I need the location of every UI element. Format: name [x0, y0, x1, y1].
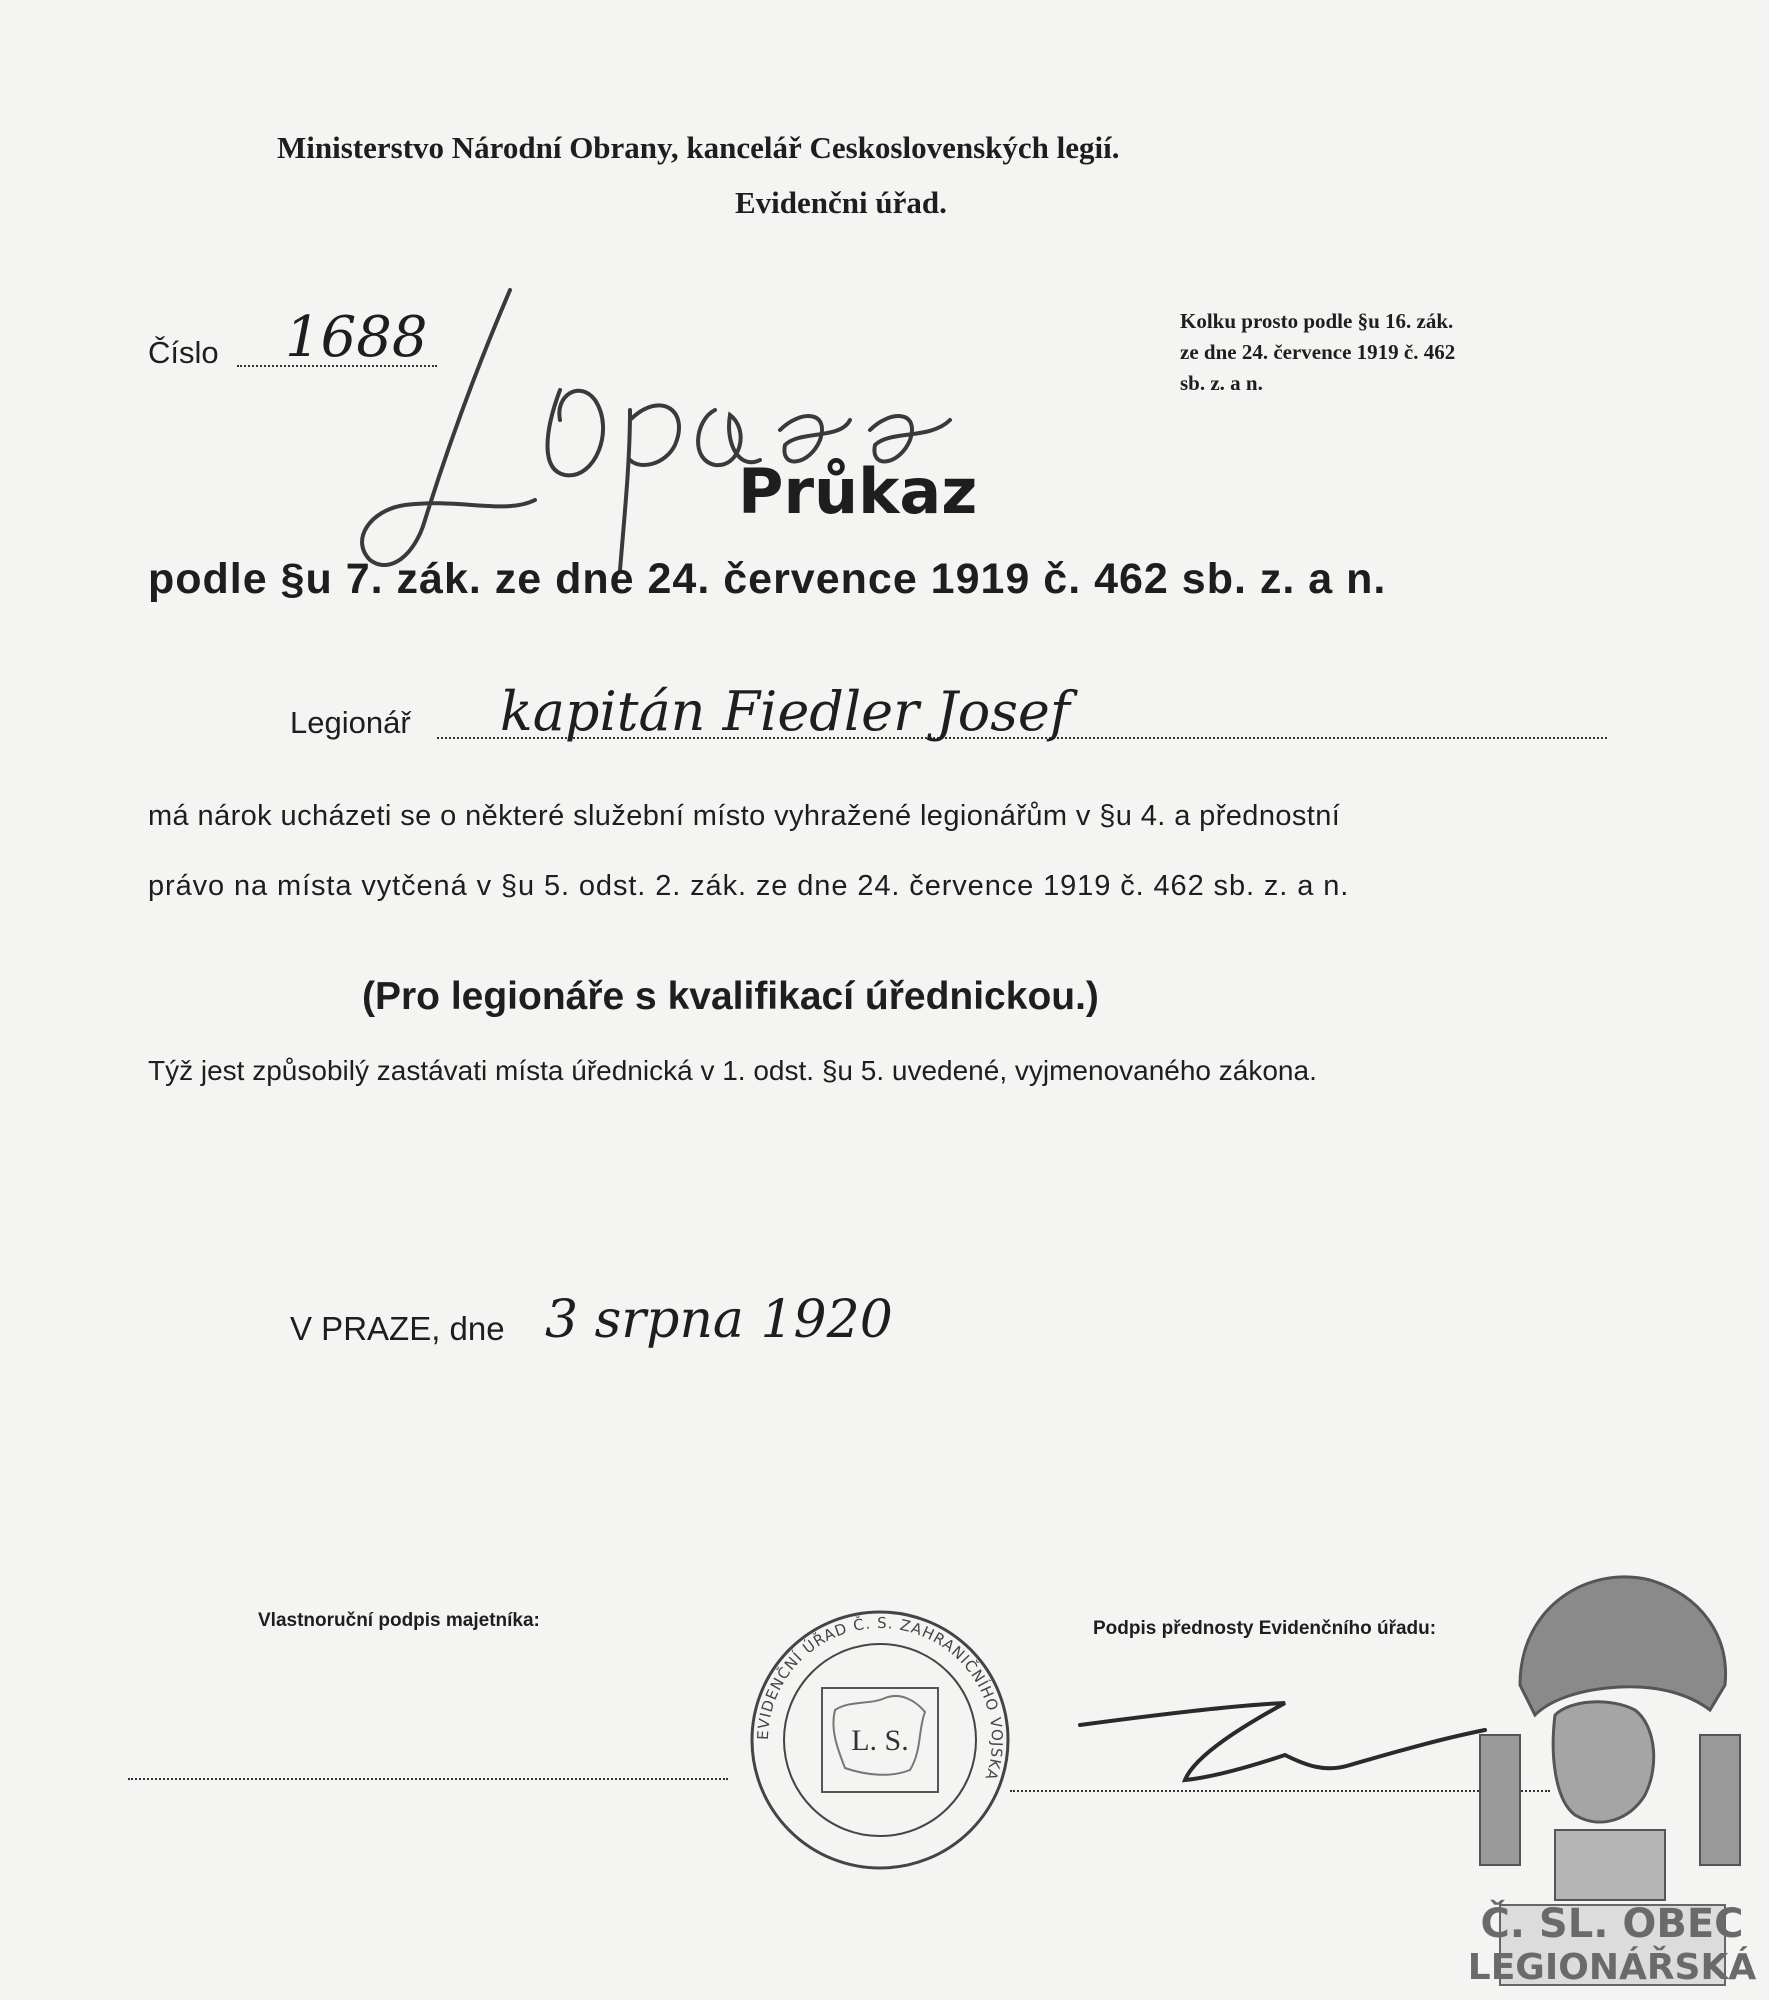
- number-label: Číslo: [148, 335, 219, 370]
- official-seal: [740, 1600, 1020, 1880]
- logo-line1: Č. SL. OBEC: [1480, 1901, 1744, 1947]
- entitlement-text-line2: právo na místa vytčená v §u 5. odst. 2. zák. ze dne 24. července 1919 č. 462 sb. z. a n.: [148, 870, 1350, 902]
- stamp-duty-line1: Kolku prosto podle §u 16. zák.: [1180, 309, 1454, 333]
- entitlement-text-line1: má nárok ucházeti se o některé služební místo vyhražené legionářům v §u 4. a přednostní: [148, 800, 1341, 832]
- seal-ring-text: EVIDENČNÍ ÚŘAD Č. S. ZAHRANIČNÍHO VOJSKA: [753, 1613, 1007, 1784]
- legion-logo: [1460, 1535, 1760, 1990]
- legionary-label: Legionář: [290, 705, 411, 740]
- handwritten-scrawl: [330, 270, 990, 600]
- place-date-label: V PRAZE, dne: [290, 1310, 505, 1347]
- stamp-duty-line3: sb. z. a n.: [1180, 371, 1263, 395]
- document-subtitle: podle §u 7. zák. ze dne 24. července 1919 č. 462 sb. z. a n.: [148, 555, 1387, 603]
- logo-line2: LEGIONÁŘSKÁ: [1467, 1947, 1757, 1988]
- ministry-header: Ministerstvo Národní Obrany, kancelář Ceskoslovenských legií.: [277, 130, 1120, 165]
- qualification-heading: (Pro legionáře s kvalifikací úřednickou.): [362, 975, 1099, 1018]
- seal-center-text: L. S.: [851, 1724, 909, 1757]
- owner-signature-label: Vlastnoruční podpis majetníka:: [258, 1610, 540, 1631]
- stamp-duty-line2: ze dne 24. července 1919 č. 462: [1180, 340, 1456, 364]
- head-signature: [1075, 1685, 1495, 1805]
- legionary-name: kapitán Fiedler Josef: [500, 680, 1070, 743]
- svg-text:EVIDENČNÍ ÚŘAD Č. S. ZAHRANIČN: [754, 1614, 1006, 1783]
- document-title: Průkaz: [738, 455, 978, 528]
- qualification-text: Týž jest způsobilý zastávati místa úřednická v 1. odst. §u 5. uvedené, vyjmenovaného zákona.: [148, 1055, 1317, 1086]
- number-value: 1688: [285, 305, 428, 370]
- issue-date: 3 srpna 1920: [545, 1290, 893, 1350]
- head-signature-label: Podpis přednosty Evidenčního úřadu:: [1093, 1618, 1437, 1639]
- owner-signature-line: [128, 1778, 728, 1780]
- office-header: Evidenčni úřad.: [735, 185, 947, 220]
